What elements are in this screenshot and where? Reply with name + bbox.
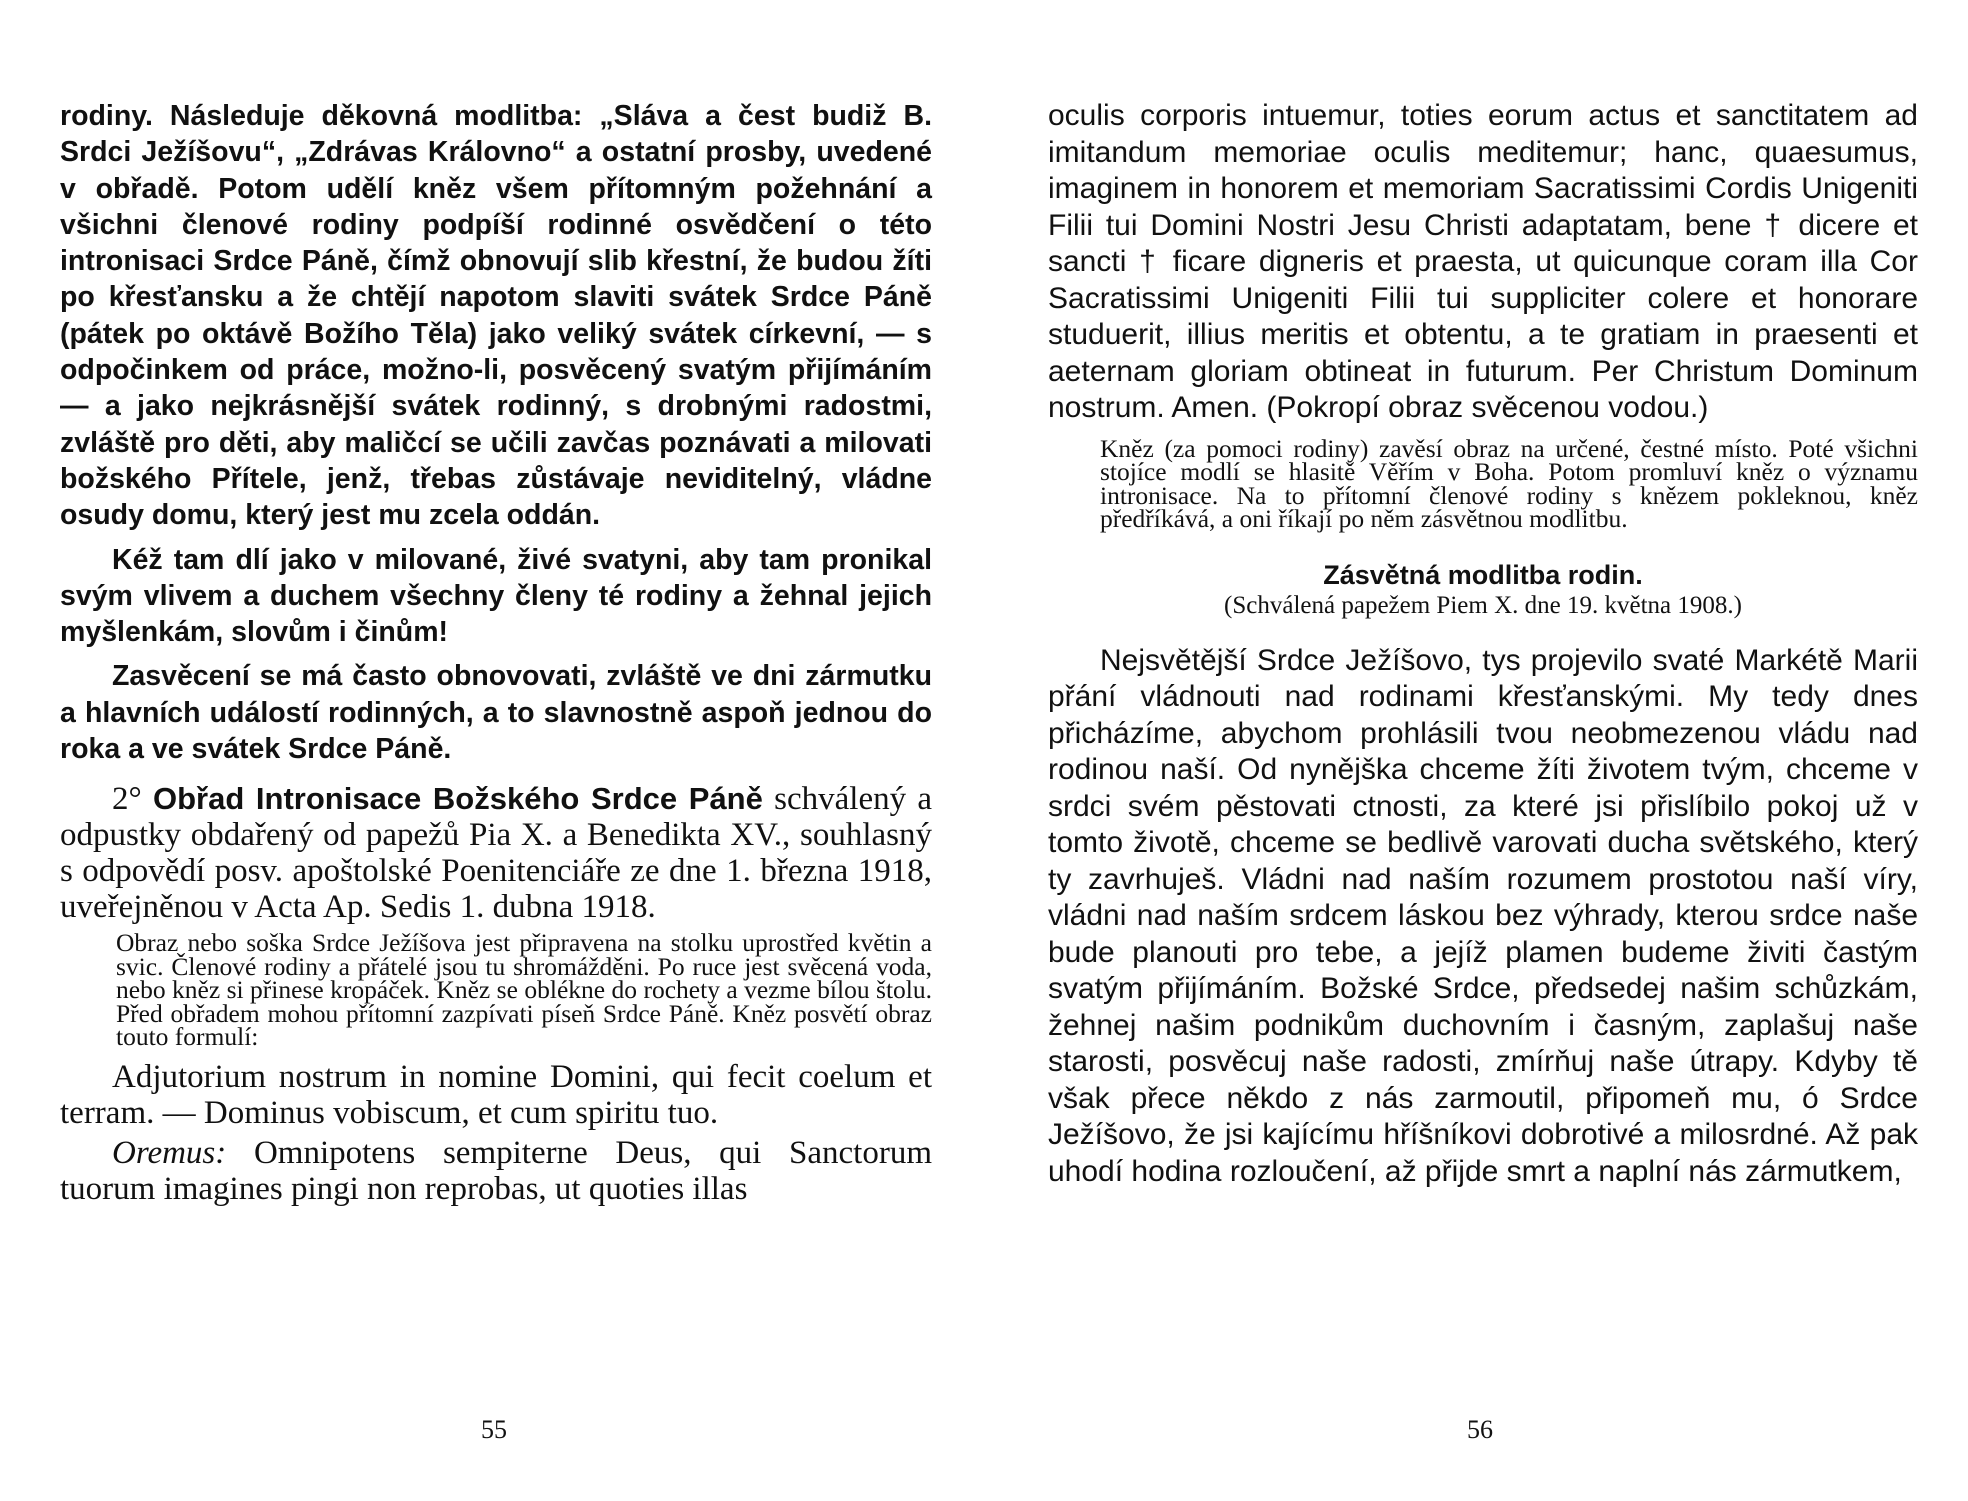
latin-continuation bbox=[1048, 98, 1918, 427]
prayer-subtitle: (Schválená papežem Piem X. dne 19. května 1908.) bbox=[1224, 591, 1742, 619]
section-text: schválený a odpustky obdařený od papežů Pia X. a Benedikta XV., souhlasný s odpovědí posv. apoštolské Poenitenciáře ze dne 1. března 1918, uveřejněnou v Acta Ap. Sedis 1. dubna 1918. bbox=[60, 781, 933, 926]
prayer-text: Nejsvětější Srdce Ježíšovo, tys projevilo svaté Markétě Marii přání vládnouti nad rodinami křesťanskými. My tedy dnes přicházíme, abychom prohlásili tvou neobmezenou vládu nad rodinou naší. Od nynějška chceme žíti životem tvým, chceme v srdci svém pěstovati ctnosti, za které jsi přislíbilo pokoj už v tomto životě, chceme se bedlivě varovati ducha světského, který ty zavrhuješ. Vládni nad naším rozumem prostotou naší víry, vládni nad naším srdcem láskou bez výhrady, kterou srdce naše bude planouti pro tebe, a jejíž plamen budeme živiti častým svatým přijímáním. Božské Srdce, předsedej našim schůzkám, žehnej našim podnikům duchovním i časným, zaplašuj naše starosti, posvěcuj naše radosti, zmírňuj naše útrapy. Kdyby tě však přece někdo z nás zarmoutil, připomeň mu, ó Srdce Ježíšovo, že jsi kajícímu hříšníkovi dobrotivé a milosrdné. Až pak uhodí hodina rozloučení, až přijde smrt a naplní nás zármutkem, bbox=[1048, 643, 1918, 1188]
section-intro bbox=[60, 781, 932, 925]
section-heading: Obřad Intronisace Božského Srdce Páně bbox=[152, 781, 763, 817]
latin-continuation-2: dicere et sancti bbox=[1048, 208, 1918, 278]
latin-adjutorium: Adjutorium nostrum in nomine Domini, qui fecit coelum et terram. — Dominus vobiscum, et cum spiritu tuo. bbox=[60, 1058, 932, 1131]
oremus-text: Omnipotens sempiterne Deus, qui Sanctorum tuorum imagines pingi non reprobas, ut quoties illas bbox=[60, 1134, 932, 1207]
cross-icon: † bbox=[1139, 245, 1161, 278]
cross-icon: † bbox=[1764, 208, 1786, 242]
paragraph-renewal: Zasvěcení se má často obnovovati, zvláště ve dni zármutku a hlavních událostí rodinných, a to slavnostně aspoň jednou do roka a ve svátek Srdce Páně. bbox=[60, 660, 932, 766]
paragraph-intro: rodiny. Následuje děkovná modlitba: „Sláva a čest budiž B. Srdci Ježíšovu“, „Zdrávas Královno“ a ostatní prosby, uvedené v obřadě. Potom udělí kněz všem přítomným požehnání a všichni členové rodiny podpíší rodinné osvědčení o této intronisaci Srdce Páně, čímž obnovují slib křestní, že budou žíti po křesťansku a že chtějí napotom slaviti svátek Srdce Páně (pátek po oktávě Božího Těla) jako veliký svátek církevní, — s odpočinkem od práce, možno-li, posvěcený svatým přijímáním — a jako nejkrásnější svátek rodinný, s drobnými radostmi, zvláště pro děti, aby maličcí se učili zavčas poznávati a milovati božského Přítele, jenž, třebas zůstávaje neviditelný, vládne osudy domu, který jest mu zcela oddán. bbox=[60, 100, 932, 532]
page-number-right: 56 bbox=[1467, 1415, 1493, 1444]
latin-oremus bbox=[60, 1135, 932, 1207]
rubric-right: Kněz (za pomoci rodiny) zavěsí obraz na určené, čestné místo. Poté všichni stojíce modlí se hlasitě Věřím v Boha. Potom promluví kněz o významu intronisace. Na to přítomní členové rodiny s knězem pokleknou, kněz předříkává, a oni říkají po něm zásvětnou modlitbu. bbox=[1100, 433, 1918, 533]
section-number: 2° bbox=[112, 781, 142, 818]
latin-continuation-1: oculis corporis intuemur, toties eorum actus et sanctitatem ad imitandum memoriae oculis meditemur; hanc, quaesumus, imaginem in honorem et memoriam Sacratissimi Cordis Unigeniti Filii tui Domini Nostri Jesu Christi adaptatam, bene bbox=[1048, 99, 1918, 242]
prayer-title: Zásvětná modlitba rodin. bbox=[1323, 559, 1643, 590]
page-number-left: 55 bbox=[481, 1415, 507, 1444]
latin-continuation-3: ficare digneris et praesta, ut quicunque coram illa Cor Sacratissimi Unigeniti Filii tui suppliciter colere et honorare studuerit, illius meritis et obtentu, a te gratiam in praesenti et aeternam gloriam obtineat in futurum. Per Christum Dominum nostrum. Amen. (Pokropí obraz svěcenou vodou.) bbox=[1048, 245, 1918, 424]
right-page bbox=[1048, 98, 1918, 1190]
oremus-label: Oremus: bbox=[112, 1134, 227, 1171]
left-page bbox=[60, 98, 932, 1207]
paragraph-blessing: Kéž tam dlí jako v milované, živé svatyni, aby tam pronikal svým vlivem a duchem všechny členy té rodiny a žehnal jejich myšlenkám, slovům i činům! bbox=[60, 543, 932, 649]
rubric-left: Obraz nebo soška Srdce Ježíšova jest připravena na stolku uprostřed květin a svic. Členové rodiny a přátelé jsou tu shromážděni. Po ruce jest svěcená voda, nebo kněz si přinese kropáček. Kněz se oblékne do rochety a vezme bílou štolu. Před obřadem mohou přítomní zazpívati píseň Srdce Páně. Kněz posvětí obraz touto formulí: bbox=[116, 928, 932, 1052]
